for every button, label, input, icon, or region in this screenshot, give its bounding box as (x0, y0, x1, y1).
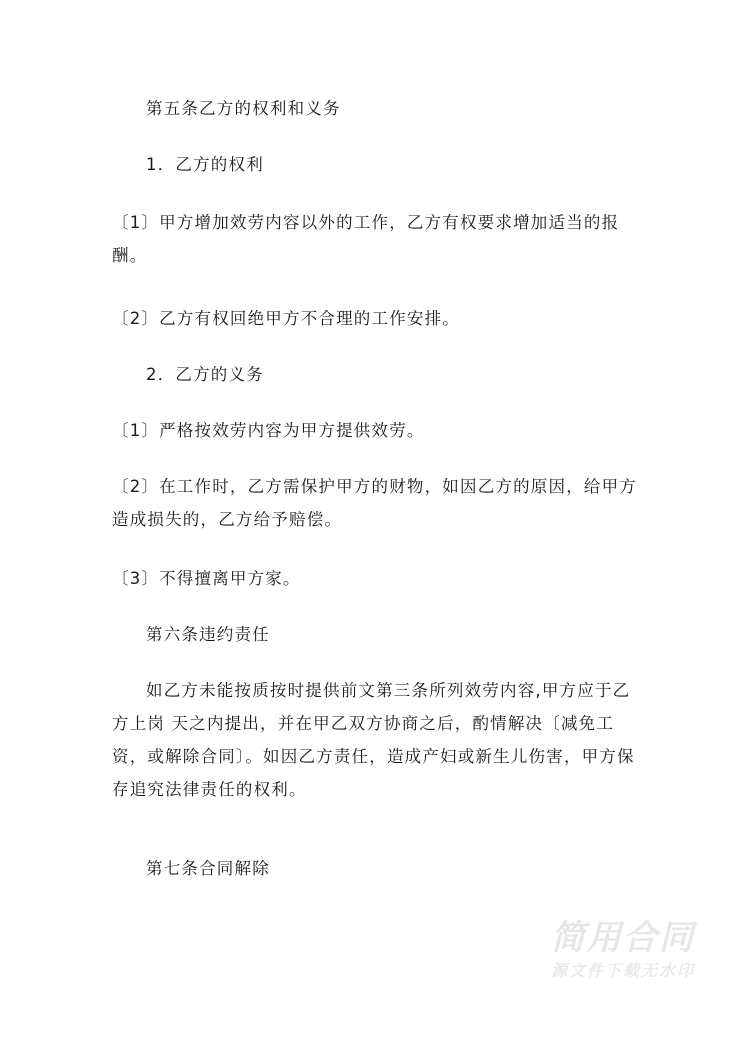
subheading-duties: 2．乙方的义务 (146, 365, 264, 384)
watermark-title: 简用合同 (551, 918, 695, 958)
section-heading-7: 第七条合同解除 (146, 859, 270, 878)
clause-duties-3: 〔3〕不得擅离甲方家。 (112, 569, 301, 588)
section-heading-6: 第六条违约责任 (146, 625, 270, 644)
watermark-subtitle: 源文件下载无水印 (550, 961, 695, 980)
clause-rights-1: 〔1〕甲方增加效劳内容以外的工作，乙方有权要求增加适当的报酬。 (112, 213, 620, 265)
subheading-rights: 1．乙方的权利 (146, 155, 264, 174)
clause-duties-1: 〔1〕严格按效劳内容为甲方提供效劳。 (112, 421, 425, 440)
section-heading-5: 第五条乙方的权利和义务 (146, 99, 341, 118)
clause-duties-2: 〔2〕在工作时，乙方需保护甲方的财物，如因乙方的原因，给甲方造成损失的，乙方给予赔偿。 (112, 477, 637, 529)
watermark-logo (505, 918, 695, 984)
liability-paragraph: 如乙方未能按质按时提供前文第三条所列效劳内容,甲方应于乙方上岗 天之内提出，并在甲乙双方协商之后，酌情解决〔减免工资，或解除合同〕。如因乙方责任，造成产妇或新生儿伤害，甲方保存追究法律责任的权利。 (112, 681, 635, 799)
clause-rights-2: 〔2〕乙方有权回绝甲方不合理的工作安排。 (112, 309, 460, 328)
